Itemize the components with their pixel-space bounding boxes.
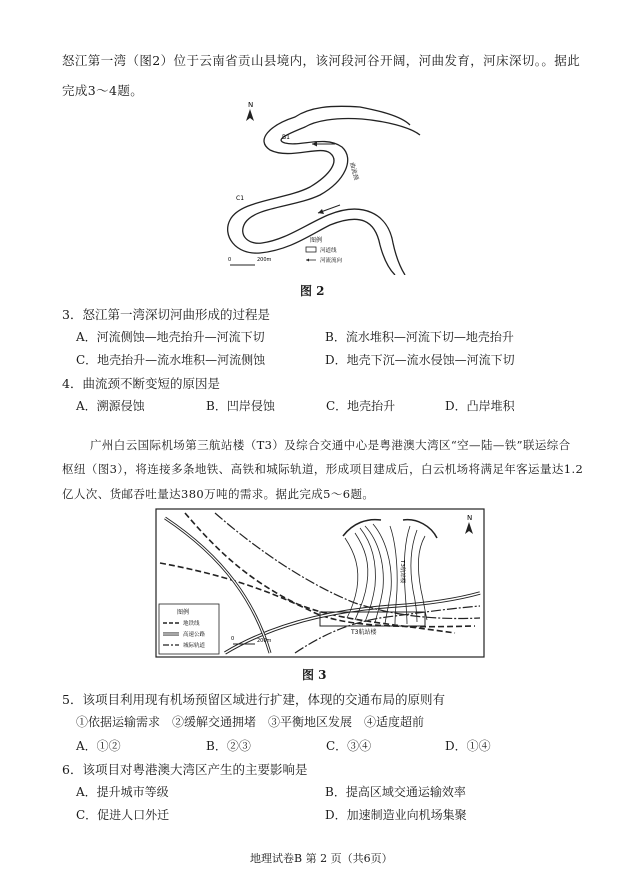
fig3-legend-highway: 高速公路 (183, 632, 206, 638)
figure-2-map (200, 95, 440, 275)
figure-2-caption: 图 2 (300, 284, 325, 298)
figure-3-map (155, 508, 485, 658)
legend-channel-swatch (306, 247, 316, 252)
q5-option-a[interactable]: A．①② (76, 739, 121, 753)
fig2-legend-flow: 河流流向 (320, 258, 343, 264)
q6-stem: 6．该项目对粤港澳大湾区产生的主要影响是 (62, 762, 308, 777)
figure-3-caption: 图 3 (302, 668, 327, 682)
fig3-label-t3: T3航站楼 (399, 560, 405, 584)
label-c1: C1 (236, 195, 245, 202)
fig2-north-label: N (248, 101, 254, 109)
q3-option-b[interactable]: B．流水堆积—河流下切—地壳抬升 (325, 330, 514, 344)
fig2-scale-zero: 0 (228, 257, 232, 263)
fig2-legend-title: 图例 (310, 237, 323, 244)
fig3-label-hub: T3航站楼 (351, 629, 377, 636)
fig2-legend-channel: 河道线 (320, 248, 337, 254)
fig3-north-label: N (467, 514, 473, 522)
label-b1: B1 (282, 134, 290, 141)
q6-option-d[interactable]: D．加速制造业向机场集聚 (325, 808, 467, 822)
q5-items: ①依据运输需求 ②缓解交通拥堵 ③平衡地区发展 ④适度超前 (76, 715, 425, 729)
fig3-legend-title: 图例 (177, 609, 190, 616)
q3-option-c[interactable]: C．地壳抬升—流水堆积—河流侧蚀 (76, 353, 266, 367)
q4-option-a[interactable]: A．溯源侵蚀 (76, 399, 145, 413)
fig2-scale-label: 200m (257, 257, 272, 263)
intro2-line3: 亿人次、货邮吞吐量达380万吨的需求。据此完成5～6题。 (62, 487, 375, 501)
q5-option-b[interactable]: B．②③ (206, 739, 251, 753)
q3-option-a[interactable]: A．河流侧蚀—地壳抬升—河流下切 (76, 330, 265, 344)
q4-option-b[interactable]: B．凹岸侵蚀 (206, 399, 275, 413)
q6-option-c[interactable]: C．促进人口外迁 (76, 808, 170, 822)
q4-stem: 4．曲流颈不断变短的原因是 (62, 376, 220, 391)
intro1-line1: 怒江第一湾（图2）位于云南省贡山县境内，该河段河谷开阔，河曲发育，河床深切。。据此 (62, 53, 581, 68)
label-river-neck: 曲流颈 (348, 161, 360, 181)
q5-option-c[interactable]: C．③④ (326, 739, 372, 753)
intro2-line1: 广州白云国际机场第三航站楼（T3）及综合交通中心是粤港澳大湾区“空—陆—铁”联运综合 (90, 438, 571, 452)
fig3-legend-rail: 城际轨道 (183, 643, 206, 649)
q5-option-d[interactable]: D．①④ (445, 739, 491, 753)
q5-stem: 5．该项目利用现有机场预留区域进行扩建，体现的交通布局的原则有 (62, 692, 445, 707)
intro2-line2: 枢纽（图3），将连接多条地铁、高铁和城际轨道，形成项目建成后，白云机场将满足年客运量达1.2 (62, 462, 584, 476)
q4-option-d[interactable]: D．凸岸堆积 (445, 399, 515, 413)
intro1-line2: 完成3～4题。 (62, 83, 144, 98)
page-footer: 地理试卷B 第 2 页（共6页） (250, 852, 393, 865)
legend-flow-arrow-icon (306, 259, 309, 262)
fig3-legend-metro: 地铁线 (183, 621, 200, 627)
q6-option-a[interactable]: A．提升城市等级 (76, 785, 169, 799)
q3-stem: 3．怒江第一湾深切河曲形成的过程是 (62, 307, 270, 322)
fig3-scale-label: 200m (257, 638, 272, 644)
river-bank-outer (228, 106, 410, 275)
north-arrow-icon (246, 109, 254, 121)
fig3-scale-zero: 0 (231, 636, 235, 642)
q3-option-d[interactable]: D．地壳下沉—流水侵蚀—河流下切 (325, 353, 515, 367)
q4-option-c[interactable]: C．地壳抬升 (326, 399, 396, 413)
q6-option-b[interactable]: B．提高区域交通运输效率 (325, 785, 466, 799)
